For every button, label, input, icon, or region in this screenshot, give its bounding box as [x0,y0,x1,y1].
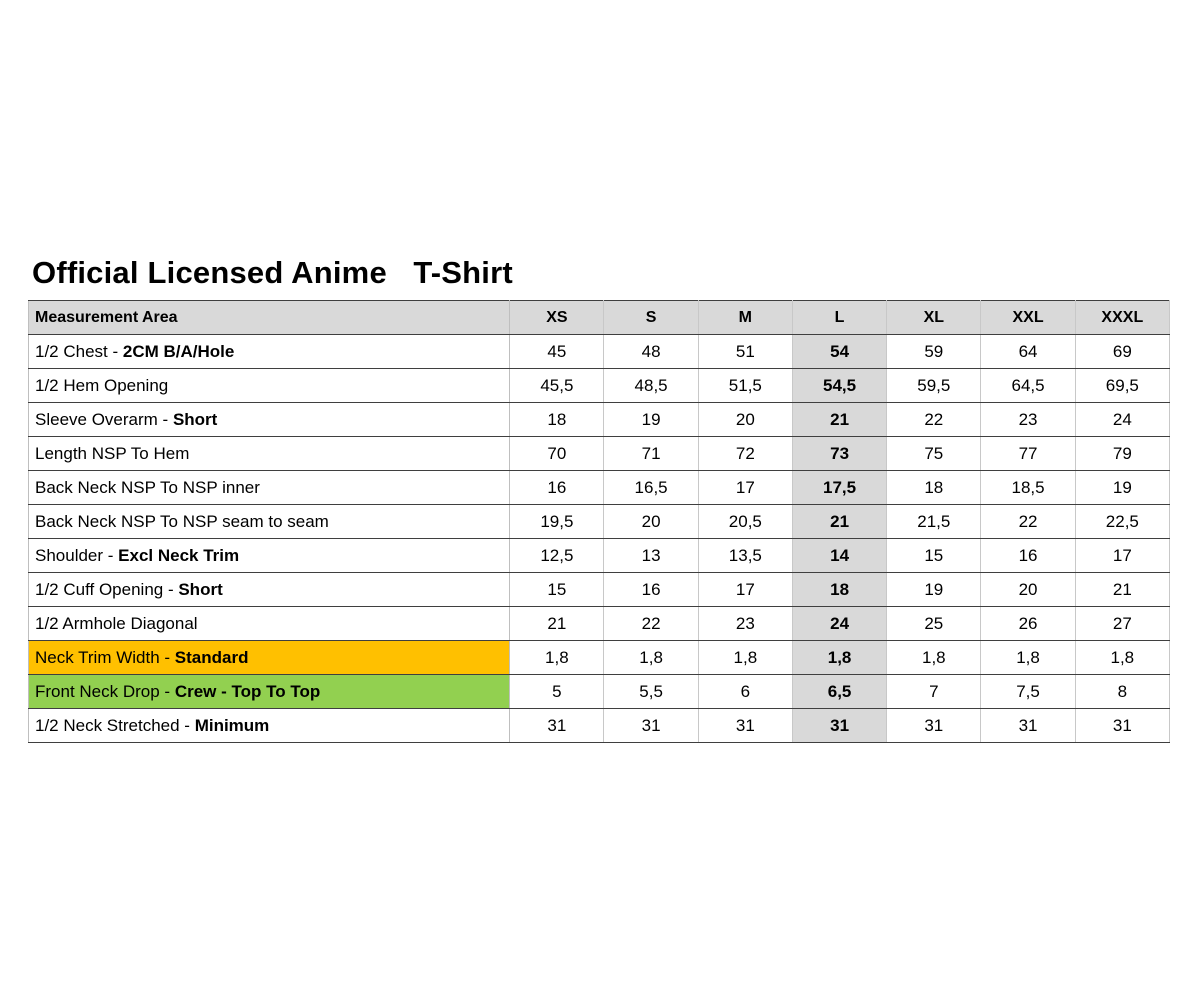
measurement-area-cell [29,539,510,573]
measurement-value-cell: 5 [510,675,604,709]
measurement-area-label: 1/2 Chest - [35,341,123,361]
measurement-value-cell: 21 [1075,573,1169,607]
column-header-l: L [792,301,886,335]
measurement-value-cell: 22 [604,607,698,641]
measurement-area-qualifier: 2CM B/A/Hole [122,341,235,361]
measurement-value-cell: 1,8 [887,641,981,675]
measurement-area-cell [29,335,510,369]
measurement-value-cell: 1,8 [1075,641,1169,675]
measurement-value-cell: 1,8 [981,641,1075,675]
measurement-area-label: Front Neck Drop - [35,681,175,701]
measurement-value-cell: 23 [698,607,792,641]
measurement-value-cell: 21 [792,505,886,539]
measurement-value-cell: 20,5 [698,505,792,539]
measurement-value-cell: 21,5 [887,505,981,539]
measurement-value-cell: 15 [510,573,604,607]
measurement-value-cell: 19 [887,573,981,607]
measurement-value-cell: 31 [698,709,792,743]
measurement-area-qualifier: Standard [174,647,249,667]
measurement-value-cell: 17 [1075,539,1169,573]
measurement-value-cell: 26 [981,607,1075,641]
measurement-area-cell [29,675,510,709]
measurement-value-cell: 19 [1075,471,1169,505]
measurement-value-cell: 1,8 [510,641,604,675]
measurement-value-cell: 19 [604,403,698,437]
measurement-value-cell: 27 [1075,607,1169,641]
measurement-value-cell: 17,5 [792,471,886,505]
measurement-value-cell: 54 [792,335,886,369]
table-row [29,335,1170,369]
measurement-area-qualifier: Minimum [194,715,270,735]
measurement-area-label: Shoulder - [35,545,119,565]
measurement-value-cell: 16 [981,539,1075,573]
measurement-value-cell: 20 [981,573,1075,607]
measurement-value-cell: 24 [1075,403,1169,437]
measurement-value-cell: 51,5 [698,369,792,403]
table-row [29,471,1170,505]
measurement-value-cell: 5,5 [604,675,698,709]
measurement-value-cell: 7,5 [981,675,1075,709]
measurement-area-label: 1/2 Cuff Opening - [35,579,179,599]
measurement-value-cell: 59,5 [887,369,981,403]
column-header-xl: XL [887,301,981,335]
measurement-area-qualifier: Crew - Top To Top [174,681,321,701]
measurement-area-label: 1/2 Hem Opening [35,375,169,395]
measurement-value-cell: 16,5 [604,471,698,505]
table-row [29,641,1170,675]
measurement-value-cell: 25 [887,607,981,641]
measurement-value-cell: 23 [981,403,1075,437]
measurement-value-cell: 24 [792,607,886,641]
measurement-value-cell: 17 [698,471,792,505]
measurement-value-cell: 59 [887,335,981,369]
measurement-value-cell: 48 [604,335,698,369]
column-header-xxl: XXL [981,301,1075,335]
measurement-value-cell: 22 [981,505,1075,539]
measurement-value-cell: 17 [698,573,792,607]
measurement-value-cell: 31 [792,709,886,743]
measurement-value-cell: 1,8 [698,641,792,675]
measurement-area-label: 1/2 Armhole Diagonal [35,613,198,633]
measurement-value-cell: 64,5 [981,369,1075,403]
size-chart-table [28,300,1170,743]
measurement-value-cell: 19,5 [510,505,604,539]
measurement-value-cell: 13,5 [698,539,792,573]
measurement-value-cell: 79 [1075,437,1169,471]
table-row [29,709,1170,743]
measurement-value-cell: 14 [792,539,886,573]
measurement-value-cell: 18 [887,471,981,505]
measurement-value-cell: 16 [510,471,604,505]
measurement-area-qualifier: Short [178,579,223,599]
table-row [29,539,1170,573]
measurement-value-cell: 18,5 [981,471,1075,505]
measurement-area-cell [29,709,510,743]
measurement-value-cell: 20 [698,403,792,437]
size-chart-sheet [28,252,1170,743]
table-row [29,675,1170,709]
measurement-area-cell [29,437,510,471]
measurement-value-cell: 51 [698,335,792,369]
measurement-value-cell: 22 [887,403,981,437]
measurement-value-cell: 48,5 [604,369,698,403]
measurement-value-cell: 75 [887,437,981,471]
measurement-area-label: 1/2 Neck Stretched - [35,715,195,735]
measurement-value-cell: 69 [1075,335,1169,369]
measurement-value-cell: 73 [792,437,886,471]
table-row [29,437,1170,471]
measurement-value-cell: 54,5 [792,369,886,403]
measurement-value-cell: 31 [604,709,698,743]
table-row [29,403,1170,437]
measurement-value-cell: 15 [887,539,981,573]
measurement-value-cell: 31 [887,709,981,743]
measurement-value-cell: 31 [1075,709,1169,743]
measurement-area-label: Back Neck NSP To NSP inner [35,477,260,497]
table-row [29,607,1170,641]
table-row [29,505,1170,539]
measurement-value-cell: 77 [981,437,1075,471]
measurement-value-cell: 1,8 [604,641,698,675]
measurement-area-cell [29,641,510,675]
measurement-area-cell [29,607,510,641]
table-row [29,573,1170,607]
measurement-value-cell: 8 [1075,675,1169,709]
measurement-value-cell: 18 [792,573,886,607]
measurement-value-cell: 31 [510,709,604,743]
measurement-value-cell: 7 [887,675,981,709]
measurement-area-label: Sleeve Overarm - [35,409,173,429]
measurement-area-cell [29,369,510,403]
measurement-value-cell: 64 [981,335,1075,369]
measurement-area-label: Back Neck NSP To NSP seam to seam [35,511,329,531]
measurement-value-cell: 20 [604,505,698,539]
measurement-value-cell: 45,5 [510,369,604,403]
measurement-value-cell: 21 [792,403,886,437]
measurement-area-label: Length NSP To Hem [35,443,190,463]
column-header-xs: XS [510,301,604,335]
measurement-value-cell: 72 [698,437,792,471]
measurement-value-cell: 21 [510,607,604,641]
column-header-xxxl: XXXL [1075,301,1169,335]
measurement-value-cell: 6 [698,675,792,709]
measurement-value-cell: 71 [604,437,698,471]
table-header-row [29,301,1170,335]
measurement-value-cell: 6,5 [792,675,886,709]
measurement-value-cell: 12,5 [510,539,604,573]
column-header-s: S [604,301,698,335]
page-title: Official Licensed Anime T-Shirt [32,255,513,290]
measurement-area-cell [29,573,510,607]
column-header-m: M [698,301,792,335]
measurement-value-cell: 1,8 [792,641,886,675]
table-body [29,335,1170,743]
measurement-value-cell: 16 [604,573,698,607]
measurement-value-cell: 70 [510,437,604,471]
table-row [29,369,1170,403]
measurement-value-cell: 45 [510,335,604,369]
column-header-measurement-area: Measurement Area [29,301,510,335]
measurement-area-cell [29,403,510,437]
measurement-area-qualifier: Excl Neck Trim [118,545,240,565]
measurement-value-cell: 22,5 [1075,505,1169,539]
measurement-area-cell [29,471,510,505]
measurement-value-cell: 69,5 [1075,369,1169,403]
measurement-area-qualifier: Short [172,409,218,429]
measurement-value-cell: 18 [510,403,604,437]
measurement-area-cell [29,505,510,539]
table-header [29,301,1170,335]
measurement-value-cell: 31 [981,709,1075,743]
measurement-value-cell: 13 [604,539,698,573]
measurement-area-label: Neck Trim Width - [35,647,175,667]
